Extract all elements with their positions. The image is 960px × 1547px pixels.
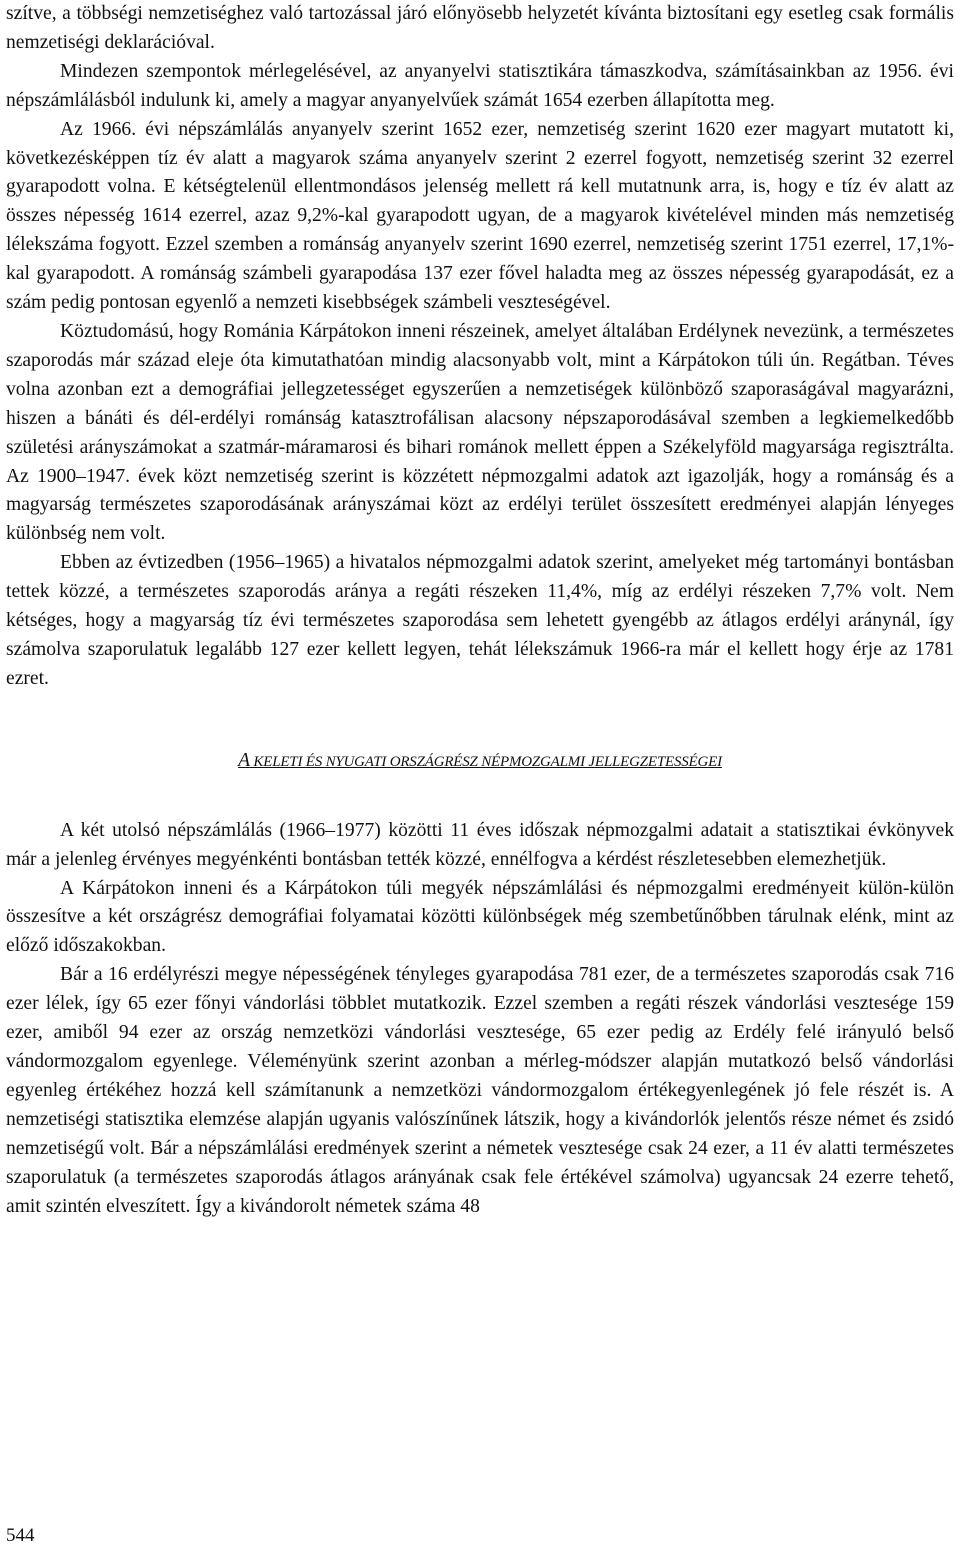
paragraph-1: szítve, a többségi nemzetiséghez való tartozással járó előnyösebb helyzetét kívánta biztosítani egy esetleg csak formális nemzetiségi deklarációval. xyxy=(6,3,954,53)
paragraph-8: Bár a 16 erdélyrészi megye népességének tényleges gyarapodása 781 ezer, de a természetes szaporodás csak 716 ezer lélek, így 65 ezer főnyi vándorlási többlet mutatkozik. Ezzel szemben a regáti részek vándorlási vesztesége 159 ezer, amiből 94 ezer az ország nemzetközi vándorlási vesztesége, 65 ezer pedig az Erdély felé irányuló belső vándormozgalom egyenlege. Véleményünk szerint azonban a mérleg-módszer alapján mutatkozó belső vándorlási egyenleg értékéhez hozzá kell számítanunk a nemzetközi vándormozgalom értékegyenlegének jó fele részét is. A nemzetiségi statisztika elemzése alapján ugyanis valószínűnek látszik, hogy a kivándorlók jelentős része német és zsidó nemzetiségű volt. Bár a népszámlálási eredmények szerint a németek vesztesége csak 24 ezer, a 11 év alatti természetes szaporulatuk (a természetes szaporodás átlagos arányának csak fele értékével számolva) ugyancsak 24 ezerre tehető, amit szintén elveszített. Így a kivándorolt németek száma 48 xyxy=(6,964,954,1217)
paragraph-2: Mindezen szempontok mérlegelésével, az anyanyelvi statisztikára támaszkodva, számításainkban az 1956. évi népszámlálásból indulunk ki, amely a magyar anyanyelvűek számát 1654 ezerben állapította meg. xyxy=(6,60,954,111)
paragraph-3: Az 1966. évi népszámlálás anyanyelv szerint 1652 ezer, nemzetiség szerint 1620 ezer magyart mutatott ki, következésképpen tíz év alatt a magyarok száma anyanyelv szerint 2 ezerrel fogyott, nemzetiség szerint 32 ezerrel gyarapodott volna. E kétségtelenül ellentmondásos jelenség mellett rá kell mutatnunk arra, is, hogy e tíz év alatt az összes népesség 1614 ezerrel, azaz 9,2%-kal gyarapodott ugyan, de a magyarok kivételével minden más nemzetiség lélekszáma fogyott. Ezzel szemben a románság anyanyelv szerint 1690 ezerrel, nemzetiség szerint 1751 ezerrel, 17,1%-kal gyarapodott. A románság számbeli gyarapodása 137 ezer fővel haladta meg az összes népesség gyarapodását, ez a szám pedig pontosan egyenlő a nemzeti kisebbségek számbeli veszteségével. xyxy=(6,118,954,314)
page-number: 544 xyxy=(6,1525,35,1546)
paragraph-5: Ebben az évtizedben (1956–1965) a hivatalos népmozgalmi adatok szerint, amelyeket még tartományi bontásban tettek közzé, a természetes szaporodás aránya a regáti részeken 11,4%, míg az erdélyi részeken 7,7% volt. Nem kétséges, hogy a magyarság tíz évi természetes szaporodása sem lehetett gyengébb az átlagos erdélyi aránynál, így számolva szaporulatuk legalább 127 ezer kellett legyen, tehát lélekszámuk 1966-ra már el kellett hogy érje az 1781 ezret. xyxy=(6,552,954,689)
section-heading-initial: A xyxy=(238,749,250,771)
section-heading-text: KELETI ÉS NYUGATI ORSZÁGRÉSZ NÉPMOZGALMI JELLEGZETESSÉGEI xyxy=(249,753,722,770)
paragraph-6: A két utolsó népszámlálás (1966–1977) közötti 11 éves időszak népmozgalmi adatait a statisztikai évkönyvek már a jelenleg érvényes megyénkénti bontásban tették közzé, ennélfogva a kérdést részletesebben elemezhetjük. xyxy=(6,819,954,870)
document-page xyxy=(6,0,954,1221)
section-heading-block xyxy=(6,694,954,817)
section-heading xyxy=(6,750,954,772)
paragraph-7: A Kárpátokon inneni és a Kárpátokon túli megyék népszámlálási és népmozgalmi eredményeit külön-külön összesítve a két országrész demográfiai folyamatai közötti különbségek még szembetűnőbben tárulnak elénk, mint az előző időszakokban. xyxy=(6,877,954,957)
paragraph-4: Köztudomású, hogy Románia Kárpátokon inneni részeinek, amelyet általában Erdélynek nevezünk, a természetes szaporodás már század eleje óta kimutathatóan mindig alacsonyabb volt, mint a Kárpátokon túli ún. Regátban. Téves volna azonban ezt a demográfiai jellegzetességet egyszerűen a nemzetiségek különböző szaporaságával magyarázni, hiszen a bánáti és dél-erdélyi románság katasztrofálisan alacsony népszaporodásával szemben a legkiemelkedőbb születési arányszámokat a szatmár-máramarosi és bihari románok mellett éppen a Székelyföld magyarsága regisztrálta. Az 1900–1947. évek közt nemzetiség szerint is közzétett népmozgalmi adatok azt igazolják, hogy a románság és a magyarság természetes szaporodásának arányszámai közt az erdélyi terület összesített eredményei alapján lényeges különbség nem volt. xyxy=(6,320,954,545)
